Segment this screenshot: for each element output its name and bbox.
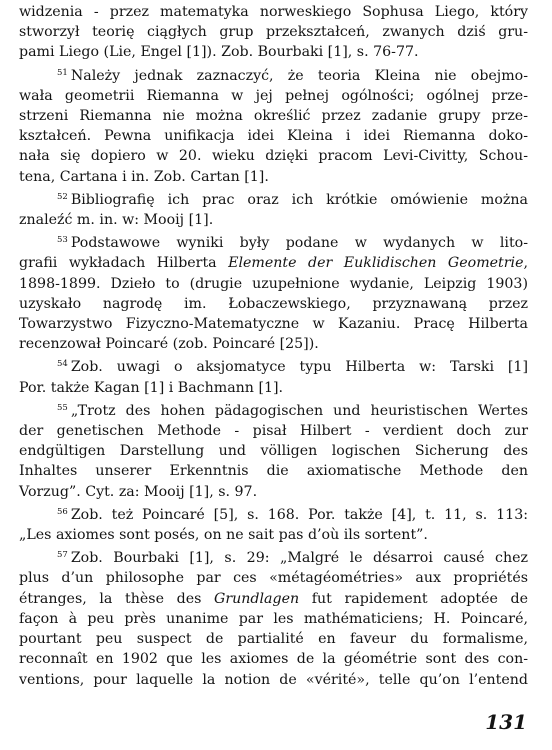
line-text: grafii wykładach Hilberta (19, 255, 229, 272)
line-text: Vorzug”. Cyt. za: Mooij [1], s. 97. (19, 483, 258, 500)
line-text-after: fut rapidement adoptée de (299, 590, 528, 607)
text-line (19, 42, 528, 62)
text-line (19, 461, 528, 481)
text-line (19, 253, 528, 273)
line-text: strzeni Riemanna nie można określić przez zadanie grupy prze- (19, 108, 528, 125)
line-text: nała się dopiero w 20. wieku dzięki pracom Levi-Civitty, Schou- (19, 148, 528, 165)
text-line (19, 354, 528, 377)
text-line (19, 63, 528, 86)
text-line (19, 106, 528, 126)
text-line (19, 649, 528, 669)
line-text: wała geometrii Riemanna w jej pełnej ogólności; ogólnej prze- (19, 87, 528, 104)
line-text: recenzował Poincaré (zob. Poincaré [25]). (19, 336, 319, 353)
text-line (19, 187, 528, 210)
line-text: 1898-1899. Dzieło to (drugie uzupełnione wydanie, Leipzig 1903) (19, 275, 528, 292)
line-text: znaleźć m. in. w: Mooij [1]. (19, 212, 214, 229)
page-number: 131 (485, 710, 527, 734)
text-line (19, 502, 528, 525)
footnotes-text (19, 2, 528, 690)
line-text: Podstawowe wyniki były podane w wydanych w lito- (70, 235, 528, 252)
line-text: tena, Cartana i in. Zob. Cartan [1]. (19, 168, 269, 185)
text-line (19, 378, 528, 398)
text-line (19, 210, 528, 230)
line-text: façon à peu près unanime par les mathématiciens; H. Poincaré, (19, 610, 528, 627)
line-text-after: , (523, 255, 528, 272)
line-text: endgültigen Darstellung und völligen logischen Sicherung des (19, 443, 528, 460)
footnote-number: 53 (57, 235, 68, 246)
text-line (19, 167, 528, 187)
line-text: „Trotz des hohen pädagogischen und heuristischen Wertes (70, 402, 528, 419)
text-line (19, 421, 528, 441)
line-text: étranges, la thèse des (19, 590, 215, 607)
text-line (19, 126, 528, 146)
italic-title: Elemente der Euklidischen Geometrie (228, 255, 524, 272)
text-line (19, 589, 528, 609)
text-line (19, 294, 528, 314)
line-text: der genetischen Methode - pisał Hilbert - verdient doch zur (19, 423, 528, 440)
text-line (19, 609, 528, 629)
line-text: pourtant peu suspect de partialité en faveur du formalisme, (19, 631, 528, 648)
line-text: kształceń. Pewna unifikacja idei Kleina i idei Riemanna doko- (19, 128, 528, 145)
text-line (19, 482, 528, 502)
line-text: stworzył teorię ciągłych grup przekształceń, zwanych dziś gru- (19, 24, 528, 41)
line-text: Bibliografię ich prac oraz ich krótkie omówienie można (70, 191, 528, 208)
text-line (19, 314, 528, 334)
text-line (19, 568, 528, 588)
text-line (19, 274, 528, 294)
footnote-number: 52 (57, 191, 68, 202)
text-line (19, 2, 528, 22)
text-line (19, 545, 528, 568)
text-line (19, 525, 528, 545)
line-text: plus d’un philosophe par ces «métagéométries» aux propriétés (19, 570, 528, 587)
text-line (19, 441, 528, 461)
line-text: Towarzystwo Fizyczno-Matematyczne w Kazaniu. Pracę Hilberta (19, 316, 528, 333)
line-text: Zob. też Poincaré [5], s. 168. Por. także [4], t. 11, s. 113: (70, 506, 528, 523)
footnote-number: 57 (57, 550, 68, 561)
footnote-number: 54 (57, 359, 68, 370)
line-text: Zob. Bourbaki [1], s. 29: „Malgré le désarroi causé chez (70, 550, 528, 567)
line-text: „Les axiomes sont posés, on ne sait pas d’où ils sortent”. (19, 527, 428, 544)
text-line (19, 670, 528, 690)
line-text: pami Liego (Lie, Engel [1]). Zob. Bourbaki [1], s. 76-77. (19, 44, 419, 61)
line-text: Por. także Kagan [1] i Bachmann [1]. (19, 379, 284, 396)
line-text: Zob. uwagi o aksjomatyce typu Hilberta w: Tarski [1] (70, 359, 528, 376)
footnote-number: 51 (57, 67, 68, 78)
text-line (19, 629, 528, 649)
line-text: Należy jednak zaznaczyć, że teoria Kleina nie obejmo- (70, 67, 528, 84)
text-line (19, 334, 528, 354)
line-text: widzenia - przez matematyka norweskiego Sophusa Liego, który (19, 4, 528, 20)
footnote-number: 56 (57, 506, 68, 517)
text-line (19, 86, 528, 106)
text-line (19, 398, 528, 421)
line-text: uzyskało nagrodę im. Łobaczewskiego, przyznawaną przez (19, 295, 528, 312)
footnote-number: 55 (57, 402, 68, 413)
line-text: ventions, pour laquelle la notion de «vérité», telle qu’on l’entend (19, 671, 528, 688)
text-line (19, 146, 528, 166)
text-line (19, 22, 528, 42)
line-text: Inhaltes unserer Erkenntnis die axiomatische Methode den (19, 463, 528, 480)
italic-title: Grundlagen (214, 590, 300, 607)
line-text: reconnaît en 1902 que les axiomes de la géométrie sont des con- (19, 651, 528, 668)
text-line (19, 230, 528, 253)
